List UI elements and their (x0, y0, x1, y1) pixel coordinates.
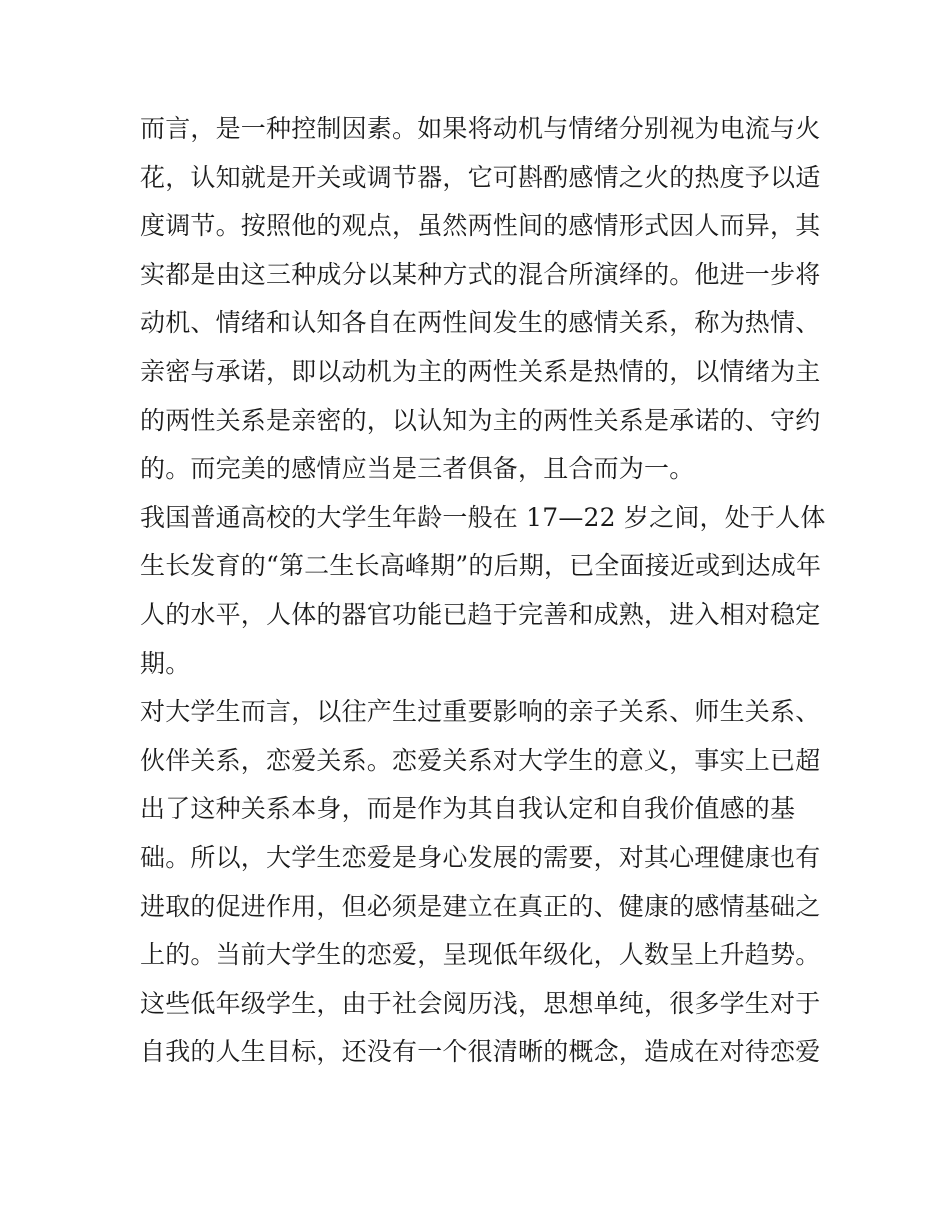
text-line: 伙伴关系，恋爱关系。恋爱关系对大学生的意义，事实上已超 (140, 745, 821, 775)
text-line: 上的。当前大学生的恋爱，呈现低年级化，人数呈上升趋势。 (140, 940, 821, 970)
text-line: 实都是由这三种成分以某种方式的混合所演绎的。他进一步将 (140, 259, 821, 289)
text-line: 础。所以，大学生恋爱是身心发展的需要，对其心理健康也有 (140, 842, 821, 872)
text-line: 出了这种关系本身，而是作为其自我认定和自我价值感的基 (140, 794, 796, 824)
text-line: 生长发育的“第二生长高峰期”的后期，已全面接近或到达成年 (140, 551, 822, 581)
text-line: 花，认知就是开关或调节器，它可斟酌感情之火的热度予以适 (140, 162, 821, 192)
text-line: 期。 (140, 648, 191, 678)
body-text (140, 105, 826, 1077)
text-line: 进取的促进作用，但必须是建立在真正的、健康的感情基础之 (140, 891, 821, 921)
text-line: 这些低年级学生，由于社会阅历浅，思想单纯，很多学生对于 (140, 988, 821, 1018)
text-line: 的。而完美的感情应当是三者俱备，且合而为一。 (140, 454, 695, 484)
text-line: 的两性关系是亲密的，以认知为主的两性关系是承诺的、守约 (140, 405, 821, 435)
text-line: 而言，是一种控制因素。如果将动机与情绪分别视为电流与火 (140, 114, 821, 143)
text-line: 我国普通高校的大学生年龄一般在 17—22 岁之间，处于人体 (140, 502, 826, 532)
text-line: 人的水平，人体的器官功能已趋于完善和成熟，进入相对稳定 (140, 599, 821, 629)
text-line: 度调节。按照他的观点，虽然两性间的感情形式因人而异，其 (140, 211, 821, 241)
text-line: 对大学生而言，以往产生过重要影响的亲子关系、师生关系、 (140, 697, 821, 727)
text-line: 自我的人生目标，还没有一个很清晰的概念，造成在对待恋爱 (140, 1037, 821, 1067)
text-line: 动机、情绪和认知各自在两性间发生的感情关系，称为热情、 (140, 308, 821, 338)
text-line: 亲密与承诺，即以动机为主的两性关系是热情的，以情绪为主 (140, 356, 821, 386)
